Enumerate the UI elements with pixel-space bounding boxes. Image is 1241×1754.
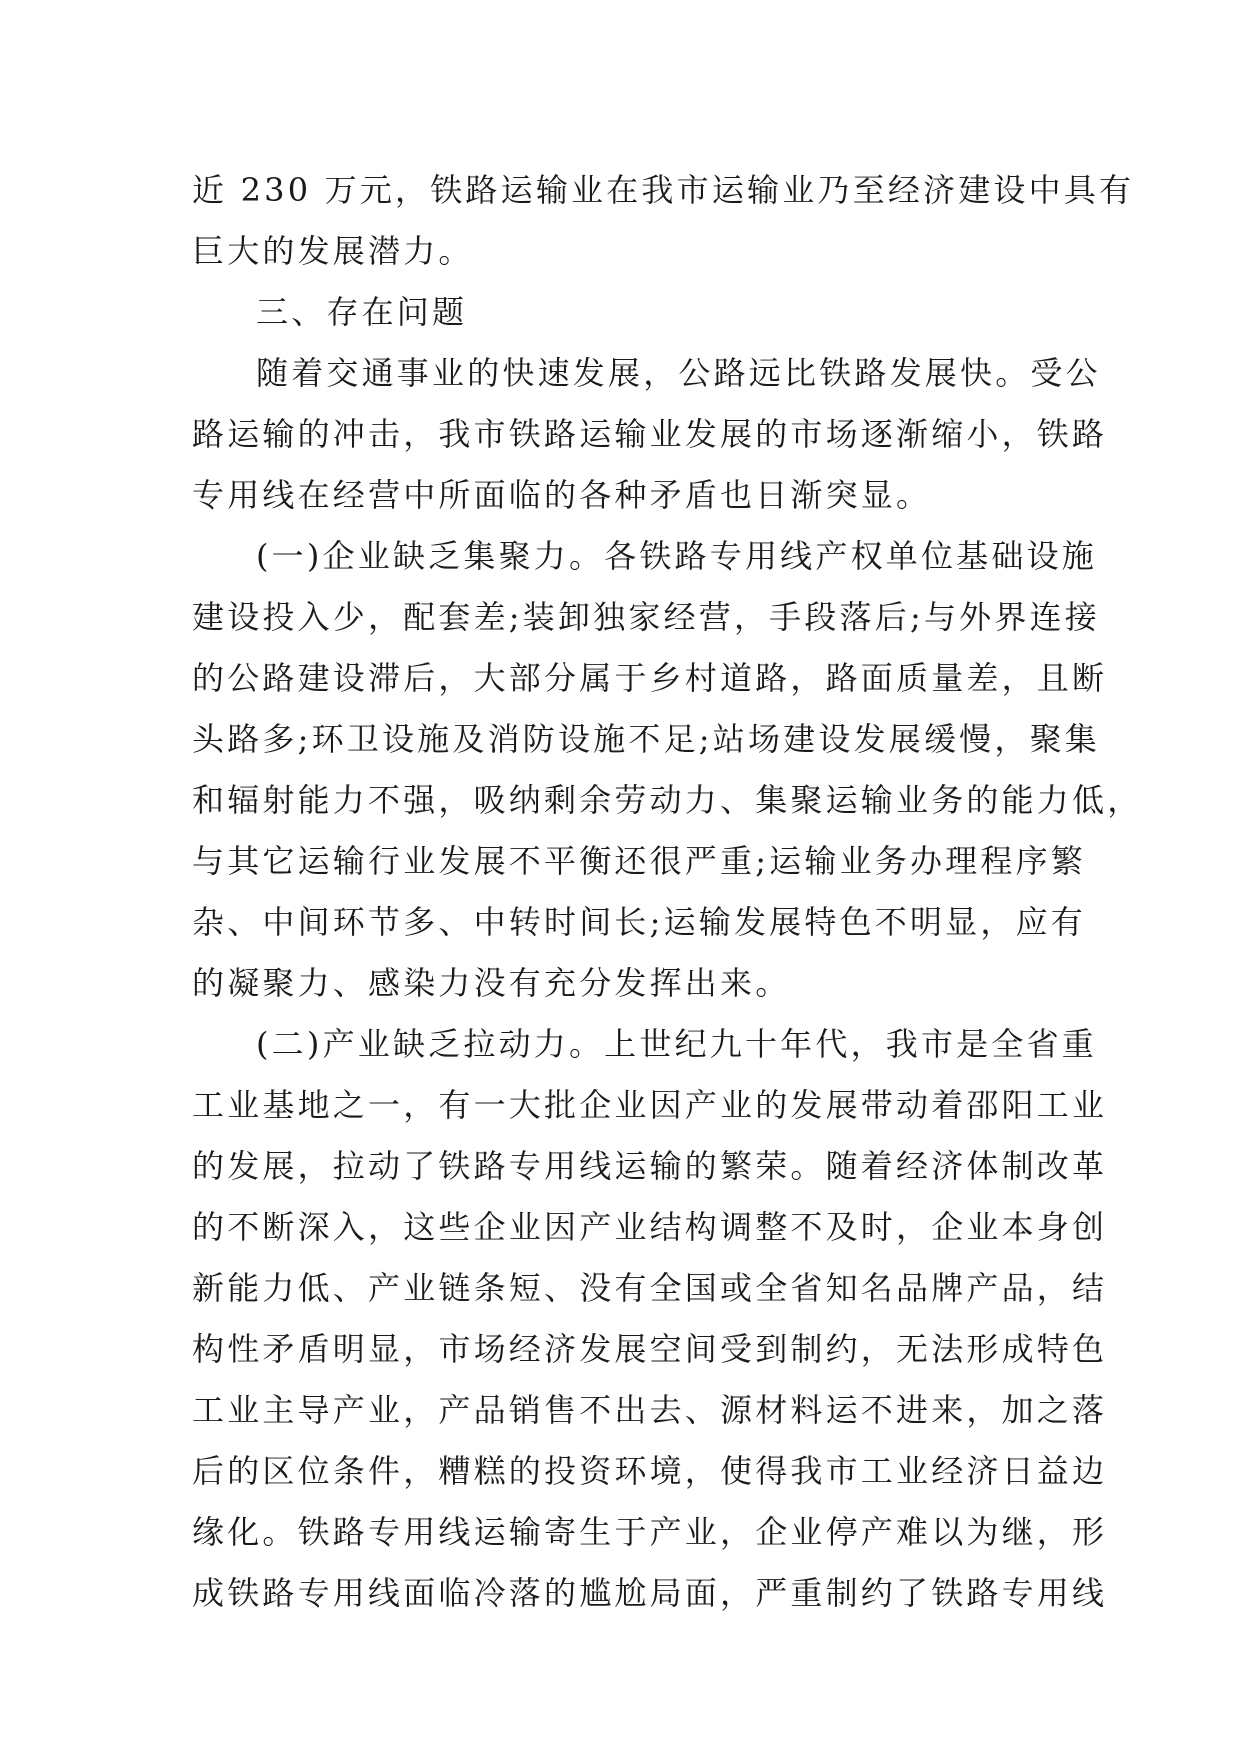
text-line: 与其它运输行业发展不平衡还很严重;运输业务办理程序繁 [192,842,1086,880]
text-line: 建设投入少，配套差;装卸独家经营，手段落后;与外界连接 [192,598,1100,636]
text-line: 的公路建设滞后，大部分属于乡村道路，路面质量差，且断 [192,659,1108,697]
text-line: 成铁路专用线面临冷落的尴尬局面，严重制约了铁路专用线 [192,1574,1108,1612]
text-line: 的凝聚力、感染力没有充分发挥出来。 [192,964,791,1002]
text-line: 巨大的发展潜力。 [192,232,474,270]
text-line: 和辐射能力不强，吸纳剩余劳动力、集聚运输业务的能力低， [192,781,1143,819]
text-line: 近 230 万元，铁路运输业在我市运输业乃至经济建设中具有 [192,171,1135,209]
text-line: (二)产业缺乏拉动力。上世纪九十年代，我市是全省重 [256,1025,1097,1063]
text-line: 路运输的冲击，我市铁路运输业发展的市场逐渐缩小，铁路 [192,415,1108,453]
text-line: 头路多;环卫设施及消防设施不足;站场建设发展缓慢，聚集 [192,720,1100,758]
text-line: 的不断深入，这些企业因产业结构调整不及时，企业本身创 [192,1208,1108,1246]
text-line: 缘化。铁路专用线运输寄生于产业，企业停产难以为继，形 [192,1513,1108,1551]
text-line: 工业主导产业，产品销售不出去、源材料运不进来，加之落 [192,1391,1108,1429]
document-page [192,160,1143,1624]
text-line: 随着交通事业的快速发展，公路远比铁路发展快。受公 [256,354,1101,392]
text-line: 专用线在经营中所面临的各种矛盾也日渐突显。 [192,476,932,514]
text-line: 工业基地之一，有一大批企业因产业的发展带动着邵阳工业 [192,1086,1108,1124]
text-line: 的发展，拉动了铁路专用线运输的繁荣。随着经济体制改革 [192,1147,1108,1185]
text-line: (一)企业缺乏集聚力。各铁路专用线产权单位基础设施 [256,537,1097,575]
text-line: 构性矛盾明显，市场经济发展空间受到制约，无法形成特色 [192,1330,1108,1368]
section-heading: 三、存在问题 [256,293,468,331]
text-line: 新能力低、产业链条短、没有全国或全省知名品牌产品，结 [192,1269,1108,1307]
text-line: 杂、中间环节多、中转时间长;运输发展特色不明显，应有 [192,903,1086,941]
text-line: 后的区位条件，糟糕的投资环境，使得我市工业经济日益边 [192,1452,1108,1490]
